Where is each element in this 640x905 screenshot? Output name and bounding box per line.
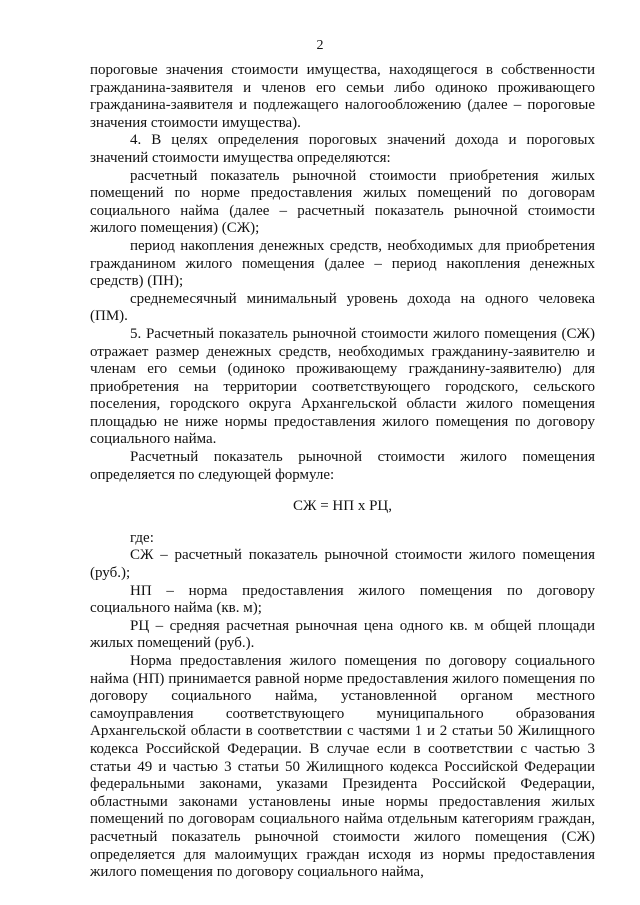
paragraph-formula-intro: Расчетный показатель рыночной стоимости жилого помещения определяется по следующей формуле: [90, 449, 595, 483]
document-body [90, 62, 595, 882]
paragraph-item-5: 5. Расчетный показатель рыночной стоимости жилого помещения (СЖ) отражает размер денежных средств, необходимых гражданину-заявителю и членам его семьи (одиноко проживающему гражданину-заявителю) для приобретения на территории соответствующего городского, сельского поселения, городского округа Архангельской области жилого помещения площадью не ниже нормы предоставления жилого помещения по договору социального найма. [90, 325, 595, 448]
paragraph-threshold-property: пороговые значения стоимости имущества, находящегося в собственности гражданина-заявителя и членов его семьи либо одиноко проживающего гражданина-заявителя и подлежащего налогообложению (далее – пороговые значения стоимости имущества). [90, 62, 595, 131]
paragraph-np-norm: Норма предоставления жилого помещения по договору социального найма (НП) принимается равной норме предоставления жилого помещения по договору социального найма, установленной органом местного самоуправления соответствующего муниципального образования Архангельской области в соответствии с частями 1 и 2 статьи 50 Жилищного кодекса Российской Федерации. В случае если в соответствии с частью 3 статьи 49 и частью 3 статьи 50 Жилищного кодекса Российской Федерации федеральными законами, указами Президента Российской Федерации, областными законами установлены иные нормы предоставления жилых помещений по договорам социального найма отдельным категориям граждан, расчетный показатель рыночной стоимости жилого помещения (СЖ) определяется для малоимущих граждан исходя из нормы предоставления жилого помещения по договору социального найма, [90, 653, 595, 881]
where-label: где: [130, 529, 154, 546]
page-number: 2 [316, 38, 324, 53]
definition-sj: СЖ – расчетный показатель рыночной стоимости жилого помещения (руб.); [90, 547, 595, 582]
formula: СЖ = НП x РЦ, [293, 498, 392, 515]
paragraph-pm-definition: среднемесячный минимальный уровень дохода на одного человека (ПМ). [90, 290, 595, 325]
definition-np: НП – норма предоставления жилого помещения по договору социального найма (кв. м); [90, 582, 595, 617]
paragraph-pn-definition: период накопления денежных средств, необходимых для приобретения гражданином жилого помещения (далее – период накопления денежных средств) (ПН); [90, 237, 595, 290]
definition-rc: РЦ – средняя расчетная рыночная цена одного кв. м общей площади жилых помещений (руб.). [90, 617, 595, 652]
paragraph-item-4: 4. В целях определения пороговых значений дохода и пороговых значений стоимости имущества определяются: [90, 132, 595, 166]
paragraph-sj-definition: расчетный показатель рыночной стоимости приобретения жилых помещений по норме предоставления жилых помещений по договорам социального найма (далее – расчетный показатель рыночной стоимости жилого помещения) (СЖ); [90, 167, 595, 237]
